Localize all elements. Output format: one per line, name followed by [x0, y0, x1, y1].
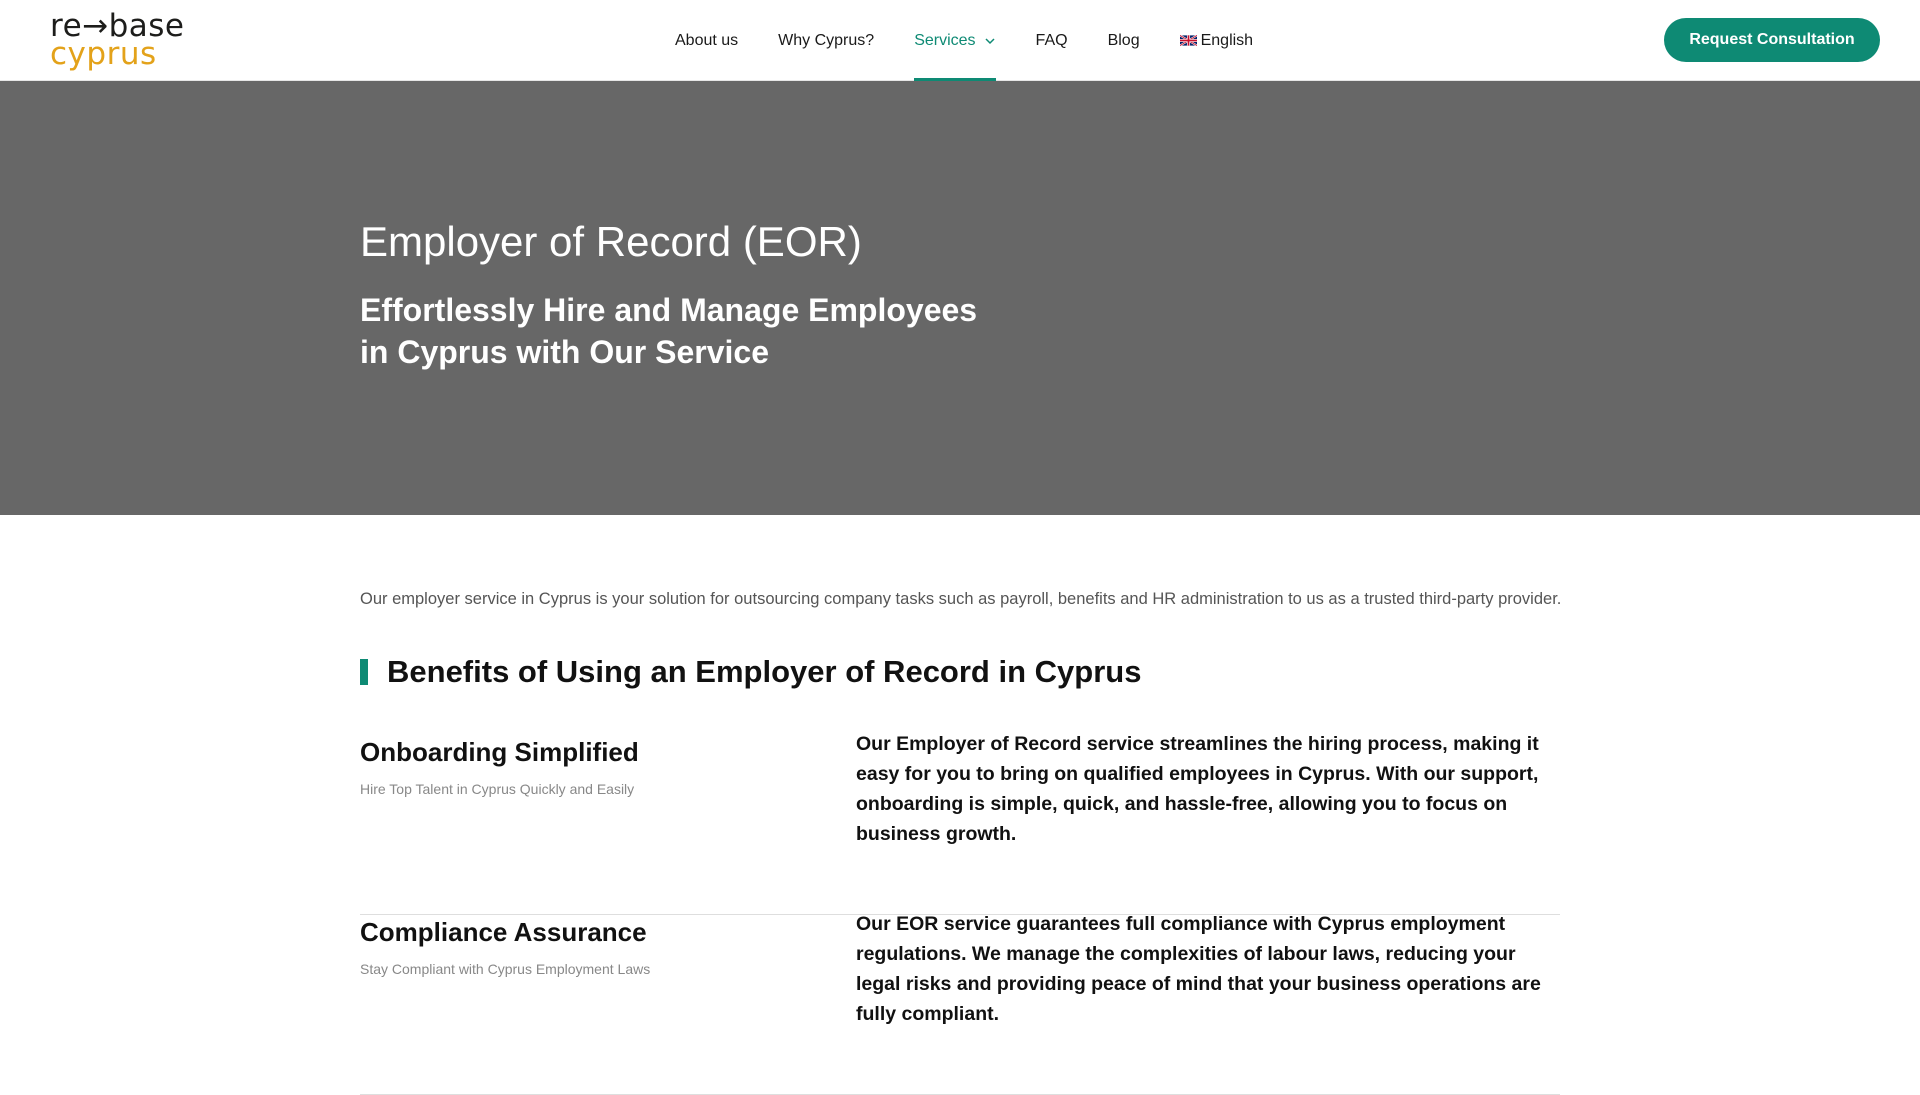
page-title: Employer of Record (EOR) [360, 218, 862, 265]
logo-wordmark-bottom: cyprus [50, 36, 157, 72]
nav-item-label: Services [914, 31, 976, 49]
rebase-cyprus-logo[interactable] [50, 10, 200, 72]
site-header [0, 0, 1920, 81]
intro-paragraph: Our employer service in Cyprus is your solution for outsourcing company tasks such as payroll, benefits and HR administration to us as a trusted third-party provider. [360, 590, 1562, 608]
nav-item-about-us[interactable] [675, 0, 738, 81]
nav-item-faq[interactable] [1036, 0, 1068, 81]
nav-item-blog[interactable] [1108, 0, 1140, 81]
section-title: Benefits of Using an Employer of Record in Cyprus [387, 654, 1142, 689]
nav-item-why-cyprus[interactable] [778, 0, 874, 81]
language-selector[interactable] [1180, 0, 1253, 81]
nav-item-label: Why Cyprus? [778, 31, 875, 49]
nav-item-services[interactable] [914, 0, 995, 81]
benefit-title: Compliance Assurance [360, 917, 647, 947]
main-nav [675, 0, 1253, 81]
uk-flag-icon [1180, 35, 1197, 46]
nav-item-label: About us [675, 31, 739, 49]
hero-banner [0, 81, 1920, 515]
benefit-row [360, 735, 1560, 915]
hero-subtitle: Effortlessly Hire and Manage Employees in Cyprus with Our Service [360, 292, 978, 370]
benefit-subtitle: Hire Top Talent in Cyprus Quickly and Easily [360, 781, 635, 797]
nav-item-label: Blog [1107, 31, 1140, 49]
benefit-title: Onboarding Simplified [360, 737, 639, 767]
benefit-subtitle: Stay Compliant with Cyprus Employment Laws [360, 961, 651, 977]
benefit-description: Our EOR service guarantees full compliance with Cyprus employment regulations. We manage the complexities of labour laws, reducing your legal risks and providing peace of mind that your business operations are fully compliant. [856, 913, 1541, 1025]
benefit-description: Our Employer of Record service streamlines the hiring process, making it easy for you to bring on qualified employees in Cyprus. With our support, onboarding is simple, quick, and hassle-free, allowing you to focus on business growth. [856, 733, 1539, 845]
language-label: English [1200, 31, 1254, 49]
chevron-down-icon [984, 35, 996, 47]
benefit-row [360, 915, 1560, 1095]
logo-wordmark-top: re→base [50, 8, 185, 44]
nav-item-label: FAQ [1035, 31, 1068, 49]
request-consultation-button[interactable]: Request Consultation [1664, 18, 1880, 62]
section-heading-accent-bar [360, 659, 368, 685]
